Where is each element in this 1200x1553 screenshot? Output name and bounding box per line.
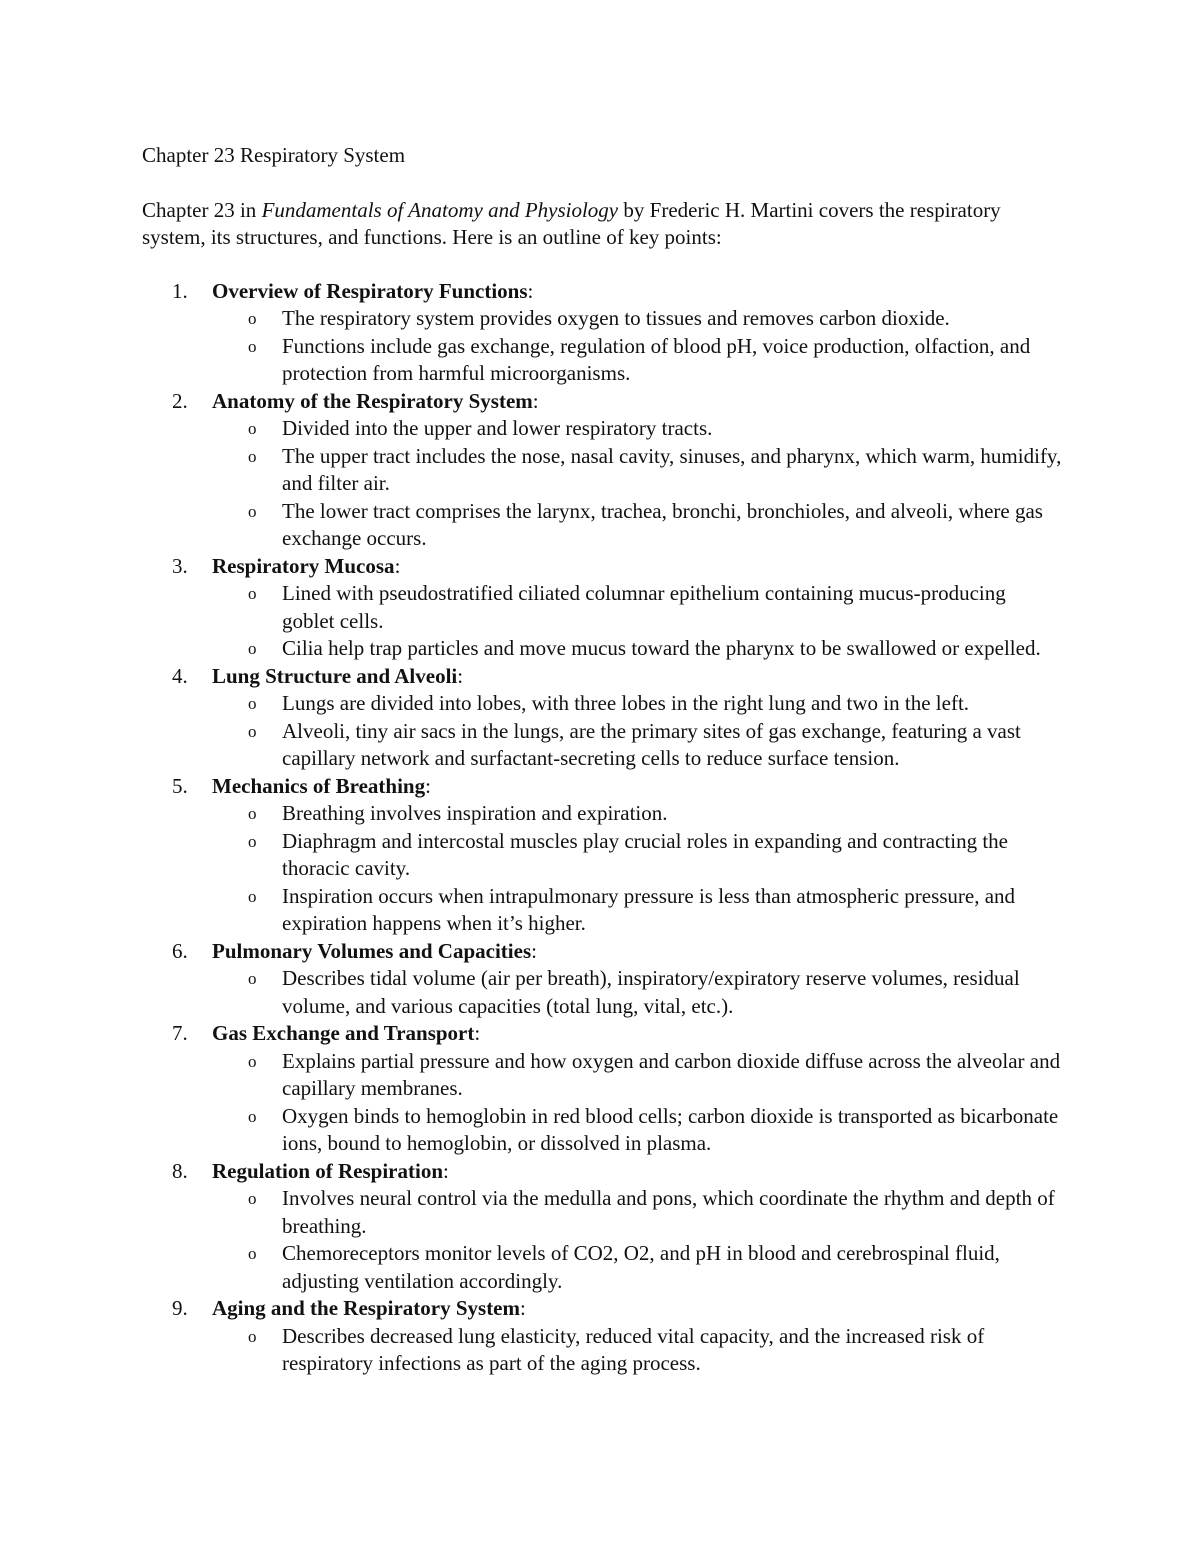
bullet-icon: o — [248, 969, 257, 988]
point-text: Describes decreased lung elasticity, reduced vital capacity, and the increased risk of respiratory infections as part of the aging process. — [282, 1323, 985, 1375]
bullet-icon: o — [248, 446, 257, 466]
bullet-icon: o — [248, 336, 257, 356]
bullet-icon: o — [248, 309, 257, 328]
section-number: 7. — [172, 1021, 188, 1045]
document-page — [142, 142, 1062, 1378]
bullet-icon: o — [248, 804, 257, 823]
point-item — [212, 1185, 1062, 1240]
bullet-icon: o — [248, 1189, 257, 1208]
point-text: Describes tidal volume (air per breath), inspiratory/expiratory reserve volumes, residual volume, and various capacities (total lung, vital, etc.). — [282, 966, 1020, 1018]
outline-section — [142, 388, 1062, 553]
section-number: 6. — [172, 938, 188, 963]
outline-section — [142, 1295, 1062, 1378]
heading-colon: : — [527, 278, 534, 303]
section-points — [212, 305, 1062, 388]
section-points — [212, 1185, 1062, 1295]
intro-text-after: by Frederic H. Martini covers the respiratory system, its structures, and functions. Here is an outline of key points: — [142, 197, 1001, 249]
bullet-icon: o — [248, 1326, 257, 1346]
section-heading: Gas Exchange and Transport — [212, 1021, 475, 1045]
section-number: 5. — [172, 773, 188, 798]
section-heading: Anatomy of the Respiratory System — [212, 388, 533, 413]
point-item — [212, 415, 1062, 443]
heading-colon: : — [532, 388, 539, 413]
point-item — [212, 1240, 1062, 1295]
point-text: The upper tract includes the nose, nasal cavity, sinuses, and pharynx, which warm, humidify, and filter air. — [282, 443, 1062, 495]
document-title: Chapter 23 Respiratory System — [142, 143, 406, 167]
point-text: Breathing involves inspiration and expiration. — [282, 801, 668, 825]
point-item — [212, 690, 1062, 718]
section-number: 3. — [172, 553, 188, 578]
outline-section — [142, 773, 1062, 938]
heading-colon: : — [425, 773, 431, 798]
bullet-icon: o — [248, 886, 257, 906]
bullet-icon: o — [248, 1244, 257, 1263]
point-item — [212, 1048, 1062, 1103]
bullet-icon: o — [248, 831, 257, 851]
bullet-icon: o — [248, 584, 257, 603]
point-item — [212, 828, 1062, 883]
point-item — [212, 498, 1062, 553]
point-text: Explains partial pressure and how oxygen and carbon dioxide diffuse across the alveolar and capillary membranes. — [282, 1048, 1061, 1100]
outline-section — [142, 1020, 1062, 1158]
point-text: Chemoreceptors monitor levels of CO2, O2, and pH in blood and cerebrospinal fluid, adjusting ventilation accordingly. — [282, 1241, 1000, 1293]
bullet-icon: o — [248, 501, 257, 521]
heading-colon: : — [394, 553, 401, 578]
section-heading: Mechanics of Breathing — [212, 773, 426, 798]
bullet-icon: o — [248, 419, 257, 438]
section-number: 4. — [172, 663, 188, 688]
point-item — [212, 580, 1062, 635]
section-heading: Lung Structure and Alveoli — [212, 663, 458, 688]
outline-section — [142, 1158, 1062, 1296]
heading-colon: : — [474, 1021, 481, 1045]
section-points — [212, 1323, 1062, 1378]
point-text: Oxygen binds to hemoglobin in red blood cells; carbon dioxide is transported as bicarbonate ions, bound to hemoglobin, or dissolved in plasma. — [282, 1103, 1059, 1155]
section-heading: Respiratory Mucosa — [212, 553, 395, 578]
outline-section — [142, 663, 1062, 773]
section-heading: Aging and the Respiratory System — [212, 1296, 520, 1320]
section-points — [212, 1048, 1062, 1158]
point-item — [212, 333, 1062, 388]
heading-colon: : — [520, 1296, 526, 1320]
bullet-icon: o — [248, 721, 257, 741]
point-text: Divided into the upper and lower respiratory tracts. — [282, 416, 713, 440]
point-text: The lower tract comprises the larynx, trachea, bronchi, bronchioles, and alveoli, where gas exchange occurs. — [282, 498, 1043, 550]
section-number: 8. — [172, 1158, 188, 1183]
key-points-outline — [142, 278, 1062, 1378]
point-text: Diaphragm and intercostal muscles play crucial roles in expanding and contracting the thoracic cavity. — [282, 828, 1009, 880]
point-text: The respiratory system provides oxygen to tissues and removes carbon dioxide. — [282, 306, 950, 330]
book-title: Fundamentals of Anatomy and Physiology — [261, 197, 619, 222]
point-item — [212, 718, 1062, 773]
section-points — [212, 690, 1062, 773]
outline-section — [142, 553, 1062, 663]
point-text: Involves neural control via the medulla and pons, which coordinate the rhythm and depth of breathing. — [282, 1186, 1055, 1238]
bullet-icon: o — [248, 1051, 257, 1071]
outline-section — [142, 938, 1062, 1021]
section-heading: Regulation of Respiration — [212, 1158, 443, 1183]
point-item — [212, 1103, 1062, 1158]
point-text: Inspiration occurs when intrapulmonary pressure is less than atmospheric pressure, and expiration happens when it’s higher. — [282, 883, 1016, 935]
section-number: 9. — [172, 1296, 188, 1320]
point-item — [212, 800, 1062, 828]
section-number: 1. — [172, 278, 188, 303]
point-item — [212, 443, 1062, 498]
section-points — [212, 415, 1062, 553]
section-points — [212, 800, 1062, 938]
intro-paragraph — [142, 197, 1062, 252]
point-text: Cilia help trap particles and move mucus toward the pharynx to be swallowed or expelled. — [282, 636, 1041, 660]
heading-colon: : — [443, 1158, 449, 1183]
point-item — [212, 883, 1062, 938]
point-text: Lungs are divided into lobes, with three lobes in the right lung and two in the left. — [282, 691, 970, 715]
bullet-icon: o — [248, 639, 257, 658]
intro-text-before: Chapter 23 in — [142, 197, 262, 222]
heading-colon: : — [457, 663, 464, 688]
heading-colon: : — [531, 938, 537, 963]
point-item — [212, 965, 1062, 1020]
section-heading: Pulmonary Volumes and Capacities — [212, 938, 532, 963]
section-points — [212, 580, 1062, 663]
point-text: Alveoli, tiny air sacs in the lungs, are the primary sites of gas exchange, featuring a vast capillary network and surfactant-secreting cells to reduce surface tension. — [282, 718, 1021, 770]
bullet-icon: o — [248, 1106, 257, 1126]
outline-section — [142, 278, 1062, 388]
point-text: Lined with pseudostratified ciliated columnar epithelium containing mucus-producing goblet cells. — [282, 581, 1006, 633]
point-item — [212, 635, 1062, 663]
point-item — [212, 305, 1062, 333]
section-points — [212, 965, 1062, 1020]
section-heading: Overview of Respiratory Functions — [212, 278, 528, 303]
section-number: 2. — [172, 388, 188, 413]
point-text: Functions include gas exchange, regulation of blood pH, voice production, olfaction, and protection from harmful microorganisms. — [282, 333, 1031, 385]
point-item — [212, 1323, 1062, 1378]
bullet-icon: o — [248, 694, 257, 713]
